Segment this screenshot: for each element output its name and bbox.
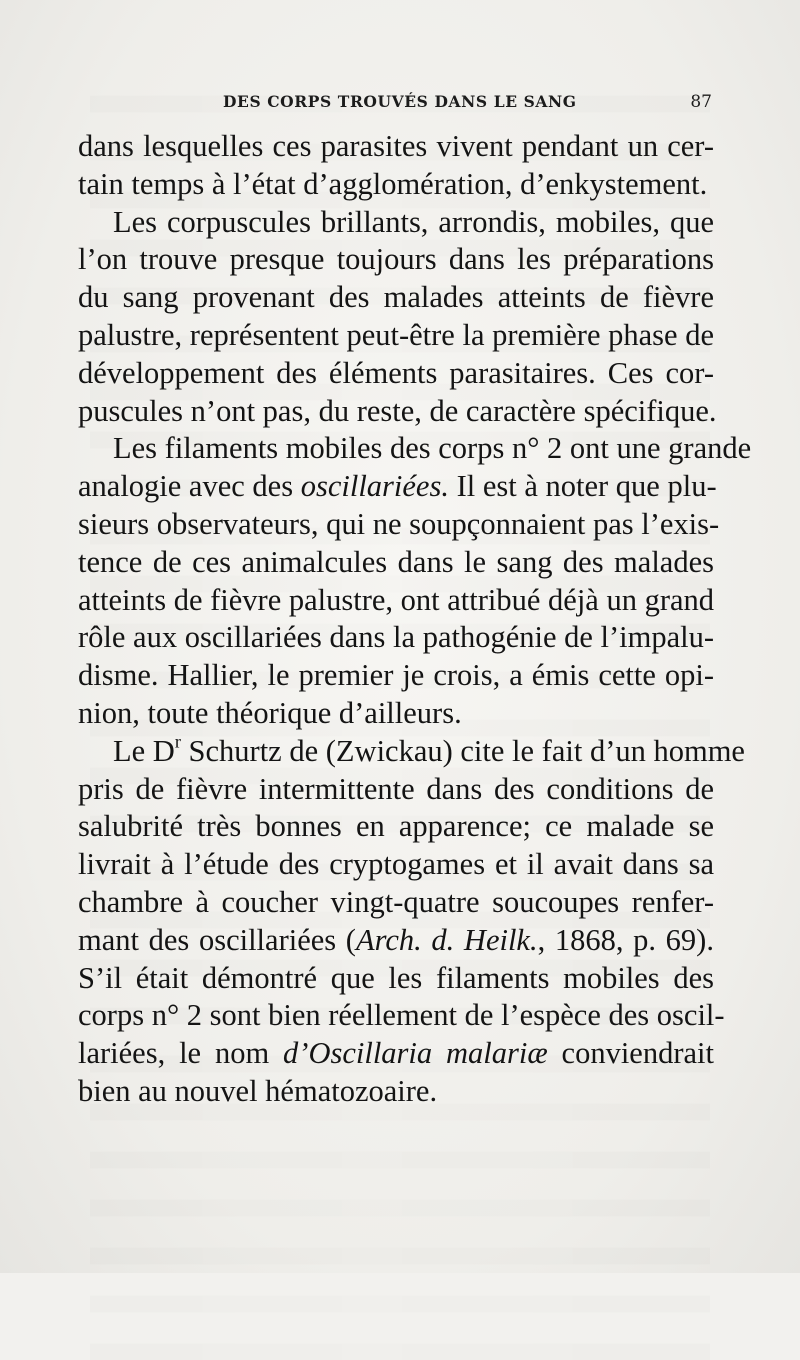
text-line: corps n° 2 sont bien réellement de l’espèce des oscil- — [78, 998, 725, 1033]
text-line: développement des éléments parasitaires. Ces cor- — [78, 355, 714, 390]
text-line: livrait à l’étude des cryptogames et il avait dans sa — [78, 847, 714, 882]
text-run: Le D — [113, 733, 175, 768]
text-line: tence de ces animalcules dans le sang des malades — [78, 544, 714, 579]
text-line: tain temps à l’état d’agglomération, d’enkystement. — [78, 166, 708, 201]
page-header — [78, 92, 712, 118]
italic-citation: Arch. d. Heilk. — [355, 922, 538, 957]
text-run: lariées, le nom — [78, 1036, 284, 1071]
italic-term: d’Oscillaria malariæ — [283, 1036, 548, 1071]
page-number: 87 — [690, 92, 712, 112]
text-run: Il est à noter que plu- — [448, 469, 717, 504]
superscript: r — [174, 731, 181, 752]
text-run: Schurtz de (Zwickau) cite le fait d’un homme — [180, 733, 745, 768]
text-line: atteints de fièvre palustre, ont attribué déjà un grand — [78, 582, 715, 617]
text-run: mant des oscillariées ( — [78, 922, 356, 957]
body-text — [78, 128, 752, 1111]
text-line: bien au nouvel hématozoaire. — [78, 1073, 438, 1108]
text-line: sieurs observateurs, qui ne soupçonnaient pas l’exis- — [78, 506, 720, 541]
text-line: Les corpuscules brillants, arrondis, mobiles, que — [113, 204, 714, 239]
running-title: DES CORPS TROUVÉS DANS LE SANG — [223, 92, 577, 111]
text-line: chambre à coucher vingt-quatre soucoupes renfer- — [78, 884, 714, 919]
text-run: conviendrait — [547, 1036, 714, 1071]
text-line: salubrité très bonnes en apparence; ce malade se — [78, 809, 714, 844]
text-line: disme. Hallier, le premier je crois, a émis cette opi- — [78, 658, 714, 693]
text-run: , 1868, p. 69). — [537, 922, 714, 957]
text-line: rôle aux oscillariées dans la pathogénie de l’impalu- — [78, 620, 715, 655]
text-line: S’il était démontré que les filaments mobiles des — [78, 960, 714, 995]
text-line: pris de fièvre intermittente dans des conditions de — [78, 771, 714, 806]
text-line: l’on trouve presque toujours dans les préparations — [78, 242, 714, 277]
text-line — [78, 922, 714, 960]
text-line: du sang provenant des malades atteints de fièvre — [78, 280, 714, 315]
text-line — [78, 1035, 714, 1073]
text-line: palustre, représentent peut-être la première phase de — [78, 317, 714, 352]
text-line: puscules n’ont pas, du reste, de caractère spécifique. — [78, 393, 717, 428]
text-line — [78, 731, 745, 771]
text-line: dans lesquelles ces parasites vivent pendant un cer- — [78, 129, 714, 163]
text-line: Les filaments mobiles des corps n° 2 ont une grande — [113, 431, 752, 466]
text-line: nion, toute théorique d’ailleurs. — [78, 695, 462, 730]
italic-term: oscillariées. — [300, 469, 449, 504]
text-line — [78, 468, 717, 506]
text-run: analogie avec des — [78, 469, 301, 504]
